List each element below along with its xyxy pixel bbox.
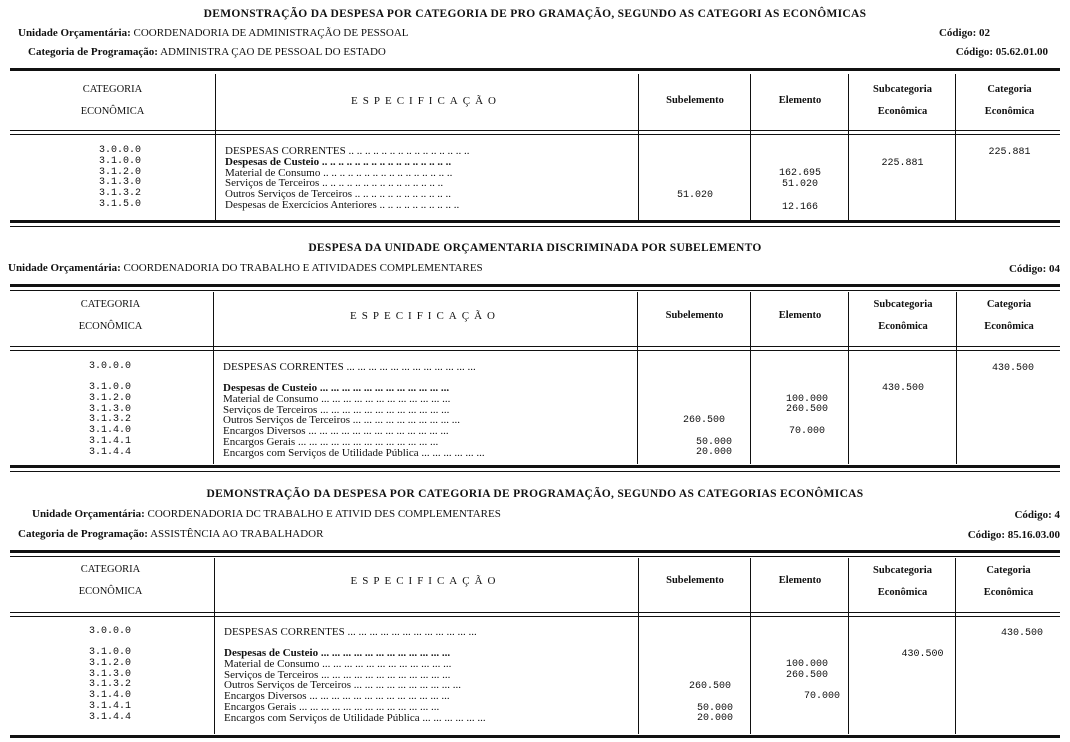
header-categoria [18, 294, 203, 338]
header-line: ECONÔMICA [78, 321, 143, 332]
spec-row: Despesas de Custeio .. .. .. .. .. .. .. .. .. .. .. .. .. .. .. .. [225, 156, 452, 168]
section1-bottom-rule-2 [10, 226, 1060, 227]
section2-header-rule-2 [10, 350, 1060, 351]
section2-code-first: 3.0.0.0 [88, 361, 131, 372]
value: 225.881 [881, 158, 924, 169]
value: 51.020 [781, 179, 818, 190]
spec-row: Despesas de Exercícios Anteriores .. .. .. .. .. .. .. .. .. .. [225, 199, 460, 211]
section2-title: DESPESA DA UNIDADE ORÇAMENTARIA DISCRIMINADA POR SUBELEMENTO [308, 242, 762, 254]
value: 100.000 [785, 659, 828, 670]
header-line: ECONÔMICA [78, 586, 143, 597]
value: 20.000 [695, 447, 732, 458]
unidade-value: COORDENADORIA DO TRABALHO E ATIVIDADES COMPLEMENTARES [123, 262, 483, 274]
section1-spec [225, 146, 635, 211]
value: 430.500 [901, 649, 944, 660]
spec-row: Encargos Gerais ... ... ... ... ... ... ... ... ... ... ... ... ... [224, 701, 440, 713]
section2-header-rule [10, 346, 1060, 347]
section3-col-divider [848, 558, 849, 734]
section2-spec-first: DESPESAS CORRENTES ... ... ... ... ... ... ... ... ... ... ... ... [223, 362, 476, 373]
spec-row: Material de Consumo ... ... ... ... ... ... ... ... ... ... ... ... [224, 658, 452, 670]
spec-row: Encargos com Serviços de Utilidade Pública ... ... ... ... ... ... [224, 712, 486, 724]
section2-top-rule-2 [10, 290, 1060, 291]
spec-row: Serviços de Terceiros ... ... ... ... ... ... ... ... ... ... ... ... [223, 404, 450, 416]
header-subcategoria [850, 560, 955, 604]
section3-codes: 3.1.0.0 3.1.2.0 3.1.3.0 3.1.3.2 3.1.4.0 3.1.4.1 3.1.4.4 [88, 647, 131, 723]
spec-row: DESPESAS CORRENTES .. .. .. .. .. .. .. .. .. .. .. .. .. .. .. [225, 146, 470, 157]
unidade-value: COORDENADORIA DE ADMINISTRAÇÃO DE PESSOAL [133, 27, 409, 39]
section2-bottom-rule-2 [10, 471, 1060, 472]
unidade-label: Unidade Orçamentária: [18, 27, 131, 39]
section3-col-divider [955, 558, 956, 734]
value: 12.166 [781, 202, 818, 213]
header-line: Econômica [878, 321, 928, 332]
spec-row: Encargos Diversos ... ... ... ... ... ... ... ... ... ... ... ... ... [223, 426, 449, 437]
header-categoria [18, 559, 203, 603]
section1-codes: 3.0.0.0 3.1.0.0 3.1.2.0 3.1.3.0 3.1.3.2 3.1.5.0 [98, 145, 141, 210]
header-line: Econômica [984, 106, 1035, 117]
section3-code-first: 3.0.0.0 [88, 626, 131, 637]
header-especificacao: ESPECIFICAÇÃO [350, 310, 500, 322]
header-especificacao: ESPECIFICAÇÃO [351, 95, 501, 107]
header-subcategoria [850, 79, 955, 123]
header-line: CATEGORIA [82, 84, 143, 95]
value: 225.881 [988, 147, 1031, 158]
value: 430.500 [1000, 628, 1043, 639]
section1-title: DEMONSTRAÇÃO DA DESPESA POR CATEGORIA DE PRO GRAMAÇÃO, SEGUNDO AS CATEGORI AS ECONÔMICAS [203, 8, 867, 20]
value: 50.000 [695, 437, 732, 448]
section2-col-divider [637, 292, 638, 464]
section3-header-rule-2 [10, 616, 1060, 617]
section2-col-divider [848, 292, 849, 464]
value: 100.000 [785, 394, 828, 405]
spec-row: Serviços de Terceiros ... ... ... ... ... ... ... ... ... ... ... ... [224, 669, 451, 681]
spec-row: Outros Serviços de Terceiros ... ... ... ... ... ... ... ... ... ... [223, 415, 461, 427]
header-categoria-economica [957, 79, 1062, 123]
value: 260.500 [688, 681, 731, 692]
section1-col-divider [638, 74, 639, 220]
section1-col-divider [955, 74, 956, 220]
header-categoria [20, 79, 205, 123]
unidade-label: Unidade Orçamentária: [8, 262, 121, 274]
section1-programacao [28, 46, 386, 58]
section2-unidade-code: Código: 04 [1008, 263, 1060, 275]
spec-row: Serviços de Terceiros .. .. .. .. .. .. .. .. .. .. .. .. .. .. .. [225, 178, 444, 190]
spec-row: Despesas de Custeio ... ... ... ... ... ... ... ... ... ... ... ... [223, 383, 450, 394]
header-line: CATEGORIA [80, 299, 141, 310]
header-line: Subcategoria [873, 84, 932, 95]
section2-codes: 3.1.0.0 3.1.2.0 3.1.3.0 3.1.3.2 3.1.4.0 3.1.4.1 3.1.4.4 [88, 382, 131, 458]
header-line: Econômica [877, 106, 928, 117]
header-line: Econômica [877, 587, 928, 598]
section3-title: DEMONSTRAÇÃO DA DESPESA POR CATEGORIA DE PROGRAMAÇÃO, SEGUNDO AS CATEGORIAS ECONÔMICAS [206, 488, 864, 500]
header-line: ECONÔMICA [80, 106, 145, 117]
unidade-label: Unidade Orçamentária: [32, 508, 145, 520]
section3-header-rule [10, 612, 1060, 613]
section3-spec-first: DESPESAS CORRENTES ... ... ... ... ... ... ... ... ... ... ... ... [224, 627, 477, 638]
spec-row: Encargos Diversos ... ... ... ... ... ... ... ... ... ... ... ... ... [224, 691, 450, 702]
programacao-value: ASSISTÊNCIA AO TRABALHADOR [150, 528, 324, 540]
value: 260.500 [785, 404, 828, 415]
section1-header-rule-2 [10, 134, 1060, 135]
header-subelemento: Subelemento [666, 575, 724, 586]
spec-row: Encargos Gerais ... ... ... ... ... ... ... ... ... ... ... ... ... [223, 436, 439, 448]
header-line: Subcategoria [873, 565, 932, 576]
section3-top-rule [10, 550, 1060, 553]
section3-col-divider [638, 558, 639, 734]
value: 430.500 [991, 363, 1034, 374]
value: 50.000 [696, 703, 733, 714]
section3-bottom-rule [10, 735, 1060, 738]
section1-top-rule [10, 68, 1060, 71]
value: 260.500 [785, 670, 828, 681]
header-especificacao: ESPECIFICAÇÃO [350, 575, 501, 587]
section2-col-divider [956, 292, 957, 464]
section1-bottom-rule [10, 220, 1060, 223]
value: 70.000 [803, 691, 840, 702]
section1-unidade-code: Código: 02 [938, 27, 990, 39]
spec-row: Despesas de Custeio ... ... ... ... ... ... ... ... ... ... ... ... [224, 648, 451, 659]
spec-row: Outros Serviços de Terceiros ... ... ... ... ... ... ... ... ... ... [224, 680, 462, 692]
programacao-value: ADMINISTRA ÇAO DE PESSOAL DO ESTADO [160, 46, 386, 58]
header-line: Econômica [983, 587, 1034, 598]
header-subelemento: Subelemento [665, 310, 724, 321]
section3-top-rule-2 [10, 556, 1060, 557]
header-line: Categoria [986, 565, 1031, 576]
header-elemento: Elemento [778, 575, 822, 586]
section3-spec [224, 648, 634, 724]
header-line: CATEGORIA [80, 564, 141, 575]
value: 51.020 [676, 190, 713, 201]
spec-row: Outros Serviços de Terceiros .. .. .. .. .. .. .. .. .. .. .. .. [225, 189, 452, 200]
section2-bottom-rule [10, 465, 1060, 468]
header-categoria-economica [957, 560, 1060, 604]
header-subcategoria [850, 294, 956, 338]
section1-col-divider [848, 74, 849, 220]
header-elemento: Elemento [778, 310, 822, 321]
section3-unidade [32, 508, 501, 520]
section2-unidade [8, 262, 483, 274]
spec-row: Material de Consumo ... ... ... ... ... ... ... ... ... ... ... ... [223, 393, 451, 405]
section3-programacao-code: Código: 85.16.03.00 [967, 529, 1060, 541]
header-categoria-economica [958, 294, 1060, 338]
section3-unidade-code: Código: 4 [1014, 509, 1060, 521]
header-line: Categoria [986, 299, 1032, 310]
section2-spec [223, 383, 633, 459]
programacao-label: Categoria de Programação: [28, 46, 158, 58]
header-elemento: Elemento [778, 95, 822, 106]
value: 20.000 [696, 713, 733, 724]
section1-header-rule [10, 130, 1060, 131]
value: 70.000 [788, 426, 825, 437]
value: 162.695 [778, 168, 821, 179]
header-line: Categoria [987, 84, 1032, 95]
programacao-label: Categoria de Programação: [18, 528, 148, 540]
section1-programacao-code: Código: 05.62.01.00 [955, 46, 1048, 58]
section1-col-divider [750, 74, 751, 220]
unidade-value: COORDENADORIA DC TRABALHO E ATIVID DES COMPLEMENTARES [147, 508, 501, 520]
header-line: Subcategoria [873, 299, 933, 310]
header-line: Econômica [984, 321, 1034, 332]
spec-row: Encargos com Serviços de Utilidade Pública ... ... ... ... ... ... [223, 447, 485, 459]
section2-top-rule [10, 284, 1060, 287]
value: 260.500 [682, 415, 725, 426]
spec-row: Material de Consumo .. .. .. .. .. .. .. .. .. .. .. .. .. .. .. .. [225, 167, 453, 179]
section1-unidade [18, 27, 409, 39]
header-subelemento: Subelemento [666, 95, 724, 106]
value: 430.500 [881, 383, 924, 394]
section3-programacao [18, 528, 323, 540]
